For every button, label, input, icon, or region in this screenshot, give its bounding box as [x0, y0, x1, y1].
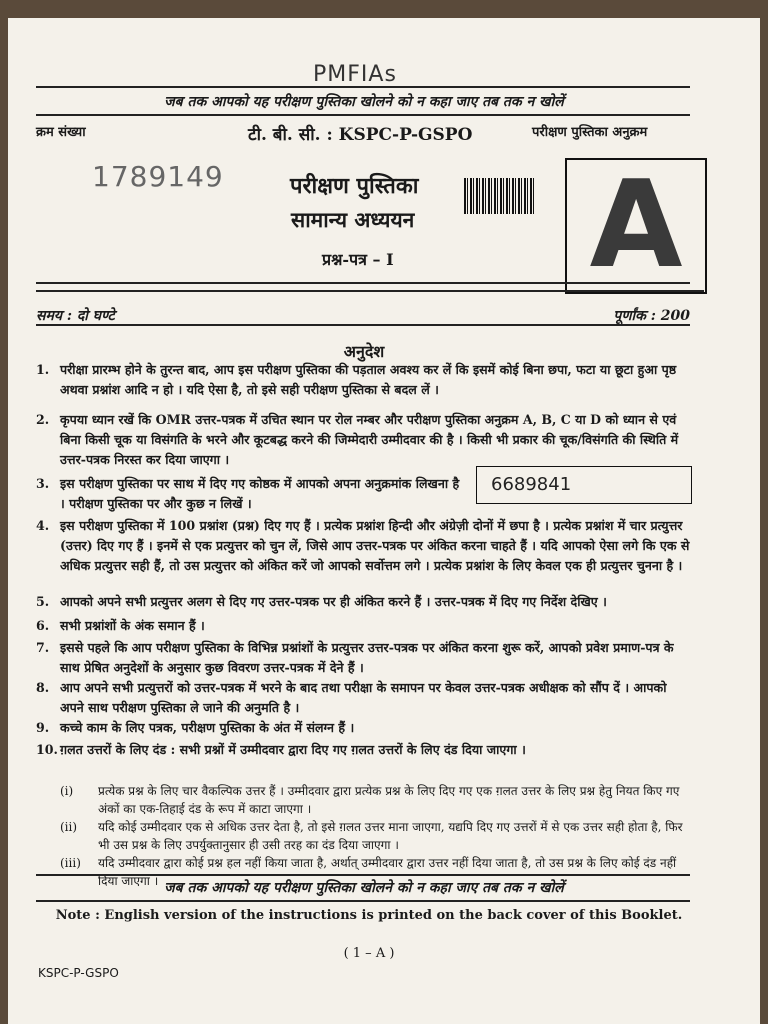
- instruction-item: 8. आप अपने सभी प्रत्युत्तरों को उत्तर-पत्रक में भरने के बाद तथा परीक्षा के समापन पर केवल उत्तर-पत्रक अधीक्षक को सौंप दें । आपको अपने साथ परीक्षण पुस्तिका ले जाने की अनुमति है ।: [36, 680, 667, 715]
- rule: [36, 900, 690, 902]
- instruction-item: 7. इससे पहले कि आप परीक्षण पुस्तिका के विभिन्न प्रश्नांशों के प्रत्युत्तर उत्तर-पत्रक पर अंकित करना शुरू करें, आपको प्रवेश प्रमाण-पत्र के साथ प्रेषित अनुदेशों के अनुसार कुछ विवरण उत्तर-पत्रक में देने हैं ।: [36, 640, 674, 675]
- handwritten-code: PMFIAs: [313, 62, 397, 87]
- instruction-item: 4. इस परीक्षण पुस्तिका में 100 प्रश्नांश (प्रश्न) दिए गए हैं । प्रत्येक प्रश्नांश हिन्दी और अंग्रेज़ी दोनों में छपा है । प्रत्येक प्रश्नांश में चार प्रत्युत्तर (उत्तर) दिए गए हैं । इनमें से एक प्रत्युत्तर को चुन लें, जिसे आप उत्तर-पत्रक पर अंकित करना चाहते हैं । यदि आपको ऐसा लगे कि एक से अधिक प्रत्युत्तर सही हैं, तो उस प्रत्युत्तर को अंकित करें जो आपको सर्वोत्तम लगे । प्रत्येक प्रश्नांश के लिए केवल एक ही प्रत्युत्तर चुनना है ।: [36, 518, 690, 573]
- booklet-page: [8, 18, 760, 1024]
- instruction-item: 2. कृपया ध्यान रखें कि OMR उत्तर-पत्रक में उचित स्थान पर रोल नम्बर और परीक्षण पुस्तिका अनुक्रम A, B, C या D को ध्यान से एवं बिना किसी चूक या विसंगति के भरने और कूटबद्ध करने की जिम्मेदारी उम्मीदवार की है । किसी भी प्रकार की चूक/विसंगति की स्थिति में उत्तर-पत्रक निरस्त कर दिया जाएगा ।: [36, 412, 679, 467]
- rule: [36, 874, 690, 876]
- instruction-item: 6. सभी प्रश्नांशों के अंक समान हैं ।: [36, 618, 205, 633]
- marks-label: पूर्णांक : 200: [613, 308, 690, 324]
- serial-number: 1789149: [92, 160, 224, 193]
- serial-label: क्रम संख्या: [36, 125, 86, 140]
- instruction-item: 1. परीक्षा प्रारम्भ होने के तुरन्त बाद, आप इस परीक्षण पुस्तिका की पड़ताल अवश्य कर लें कि इसमें कोई बिना छपा, फटा या छूटा हुआ पृष्ठ अथवा प्रश्नांश आदि न हो । यदि ऐसा है, तो इसे सही परीक्षण पुस्तिका से बदल लें ।: [36, 362, 677, 397]
- penalty-point: (ii) यदि कोई उम्मीदवार एक से अधिक उत्तर देता है, तो इसे ग़लत उत्तर माना जाएगा, यद्यपि दिए गए उत्तरों में से एक उत्तर सही होता है, फिर भी उस प्रश्न के लिए उपर्युक्तानुसार ही उसी तरह का दंड दिया जाएगा ।: [60, 820, 683, 852]
- warning-top: जब तक आपको यह परीक्षण पुस्तिका खोलने को न कहा जाए तब तक न खोलें: [164, 94, 564, 110]
- instructions-heading: अनुदेश: [343, 342, 385, 361]
- page-number: ( 1 – A ): [343, 946, 395, 961]
- rule: [36, 114, 690, 116]
- instruction-item: 5. आपको अपने सभी प्रत्युत्तर अलग से दिए गए उत्तर-पत्रक पर ही अंकित करने हैं । उत्तर-पत्रक में दिए गए निर्देश देखिए ।: [36, 594, 607, 609]
- rule: [36, 282, 690, 284]
- warning-bottom: जब तक आपको यह परीक्षण पुस्तिका खोलने को न कहा जाए तब तक न खोलें: [164, 880, 564, 896]
- english-note: Note : English version of the instructions is printed on the back cover of this Booklet.: [55, 908, 683, 923]
- rule: [36, 290, 704, 292]
- time-label: समय : दो घण्टे: [36, 308, 115, 324]
- top-rule: [36, 86, 690, 88]
- penalty-point: (i) प्रत्येक प्रश्न के लिए चार वैकल्पिक उत्तर हैं । उम्मीदवार द्वारा प्रत्येक प्रश्न के लिए दिए गए एक ग़लत उत्तर के लिए प्रश्न हेतु नियत किए गए अंकों का एक-तिहाई दंड के रूप में काटा जाएगा ।: [60, 784, 680, 816]
- subject-title: सामान्य अध्ययन: [291, 207, 415, 232]
- instruction-item: 10. ग़लत उत्तरों के लिए दंड : सभी प्रश्नों में उम्मीदवार द्वारा दिए गए ग़लत उत्तरों के लिए दंड दिया जाएगा ।: [36, 742, 526, 757]
- tbc-code: टी. बी. सी. : KSPC-P-GSPO: [248, 125, 473, 145]
- instruction-item: 9. कच्चे काम के लिए पत्रक, परीक्षण पुस्तिका के अंत में संलग्न हैं ।: [36, 720, 355, 735]
- booklet-title: परीक्षण पुस्तिका: [290, 173, 419, 199]
- barcode-icon: [464, 178, 534, 214]
- roll-number-box[interactable]: [476, 466, 692, 504]
- paper-title: प्रश्न-पत्र – I: [322, 250, 394, 269]
- roll-number: 6689841: [491, 474, 572, 495]
- rule: [36, 324, 690, 326]
- series-letter: A: [589, 156, 683, 295]
- series-box: [565, 158, 707, 294]
- penalty-point: (iii) यदि उम्मीदवार द्वारा कोई प्रश्न हल नहीं किया जाता है, अर्थात् उम्मीदवार द्वारा उत्तर नहीं दिया जाता है, तो उस प्रश्न के लिए कोई दंड नहीं दिया जाएगा ।: [60, 856, 677, 888]
- instruction-item: 3. इस परीक्षण पुस्तिका पर साथ में दिए गए कोष्ठक में आपको अपना अनुक्रमांक लिखना है । परीक्षण पुस्तिका पर और कुछ न लिखें ।: [36, 476, 460, 511]
- footer-code: KSPC-P-GSPO: [38, 966, 119, 980]
- series-label: परीक्षण पुस्तिका अनुक्रम: [532, 125, 648, 140]
